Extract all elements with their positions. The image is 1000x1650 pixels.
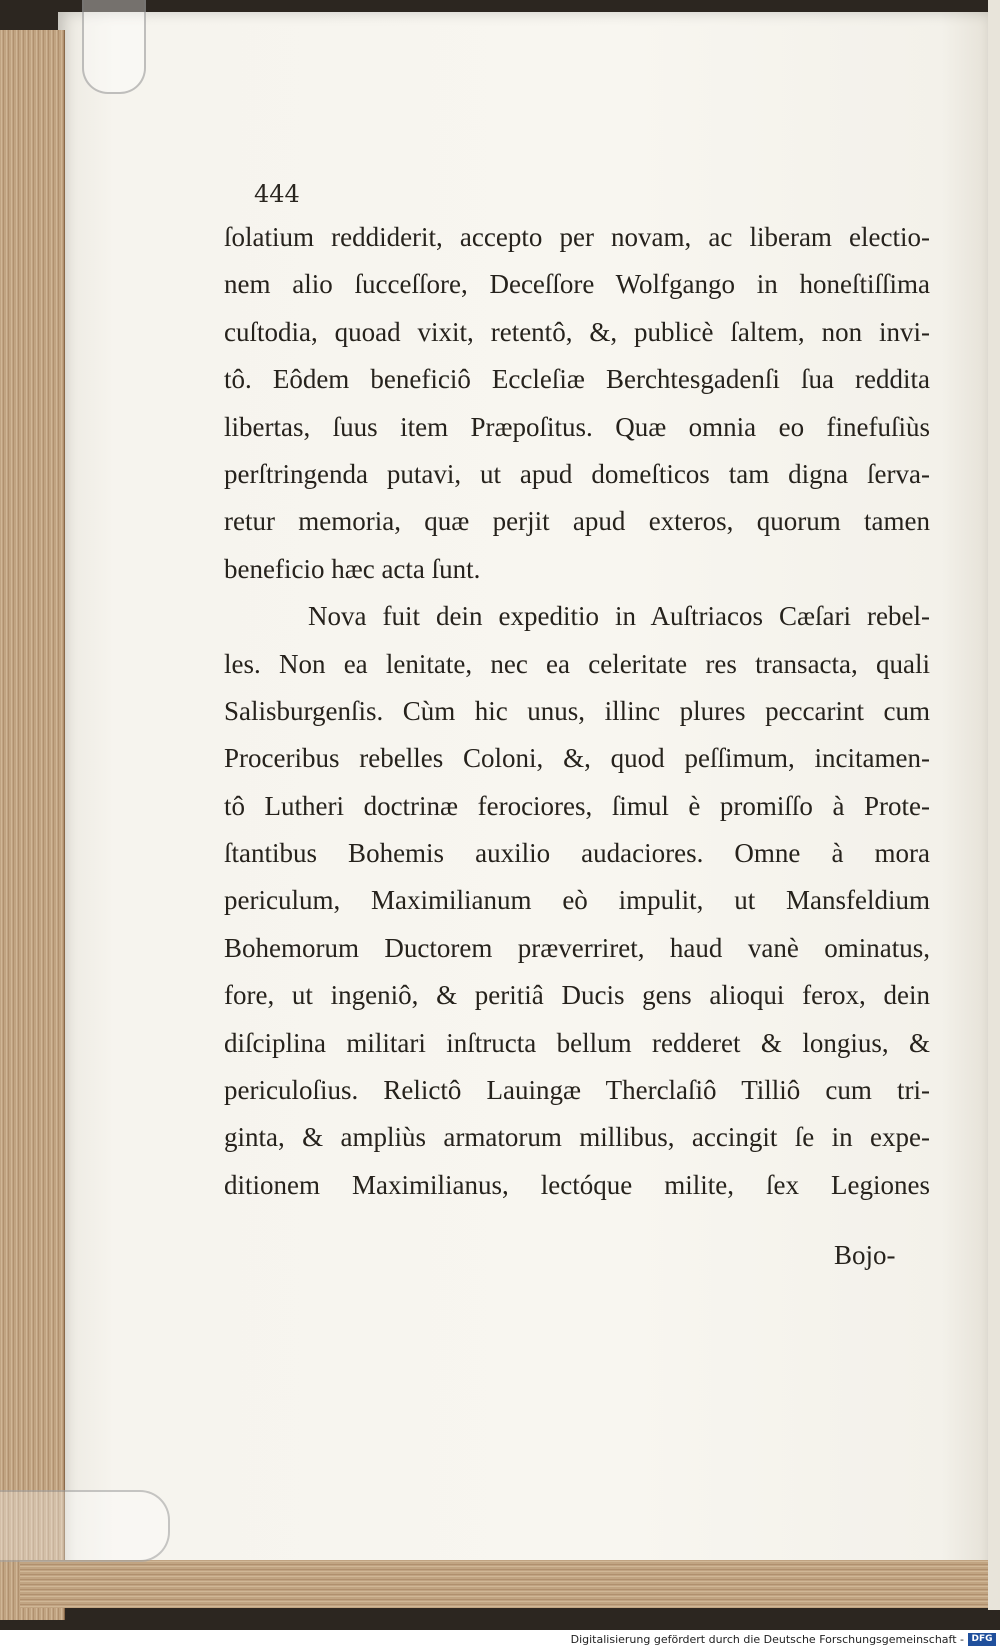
body-text (224, 214, 930, 1209)
text-line: libertas, ſuus item Præpoſitus. Quæ omnia eo finefuſiùs (224, 411, 930, 442)
text-line: ſolatium reddiderit, accepto per novam, ac liberam electio- (224, 222, 930, 252)
text-line: fore, ut ingeniô, & peritiâ Ducis gens alioqui ferox, dein (224, 980, 930, 1011)
text-line: tô Lutheri doctrinæ ferociores, ſimul è promiſſo à Prote- (224, 790, 930, 821)
text-line: beneficio hæc acta ſunt. (224, 553, 481, 584)
dfg-logo-icon: DFG (968, 1633, 996, 1646)
page-clip-bottom (0, 1490, 170, 1562)
text-line: Proceribus rebelles Coloni, &, quod peſſimum, incitamen- (224, 743, 930, 774)
text-line: Salisburgenſis. Cùm hic unus, illinc plures peccarint cum (224, 695, 930, 726)
text-line: ginta, & ampliùs armatorum millibus, accingit ſe in expe- (224, 1122, 930, 1153)
digitization-credit: Digitalisierung gefördert durch die Deutsche Forschungsgemeinschaft - (570, 1633, 964, 1646)
page-clip-top (82, 0, 146, 94)
book-bottom-edge (20, 1560, 1000, 1608)
adjacent-page-edge (988, 0, 1000, 1610)
text-line: Nova fuit dein expeditio in Auſtriacos Cæſari rebel- (308, 601, 930, 632)
text-line: ſtantibus Bohemis auxilio audaciores. Omne à mora (224, 838, 930, 869)
book-fore-edge (0, 30, 65, 1620)
catchword: Bojo- (834, 1240, 896, 1270)
text-line: periculum, Maximilianum eò impulit, ut Mansfeldium (224, 885, 930, 916)
text-line: tô. Eôdem beneficiô Eccleſiæ Berchtesgadenſi ſua reddita (224, 364, 930, 395)
text-line: perſtringenda putavi, ut apud domeſticos tam digna ſerva- (224, 458, 930, 489)
text-line: Bohemorum Ductorem præverriret, haud vanè ominatus, (224, 932, 930, 963)
page-number: 444 (254, 180, 300, 208)
text-line: ditionem Maximilianus, lectóque milite, ſex Legiones (224, 1169, 930, 1200)
text-line: les. Non ea lenitate, nec ea celeritate res transacta, quali (224, 648, 930, 679)
text-line: cuſtodia, quoad vixit, retentô, &, publicè ſaltem, non invi- (224, 316, 930, 347)
text-line: nem alio ſucceſſore, Deceſſore Wolfgango in honeſtiſſima (224, 269, 930, 300)
text-line: diſciplina militari inſtructa bellum redderet & longius, & (224, 1027, 930, 1058)
text-line: periculoſius. Relictô Lauingæ Therclaſiô Tilliô cum tri- (224, 1075, 930, 1106)
text-line: retur memoria, quæ perjit apud exteros, quorum tamen (224, 506, 930, 537)
